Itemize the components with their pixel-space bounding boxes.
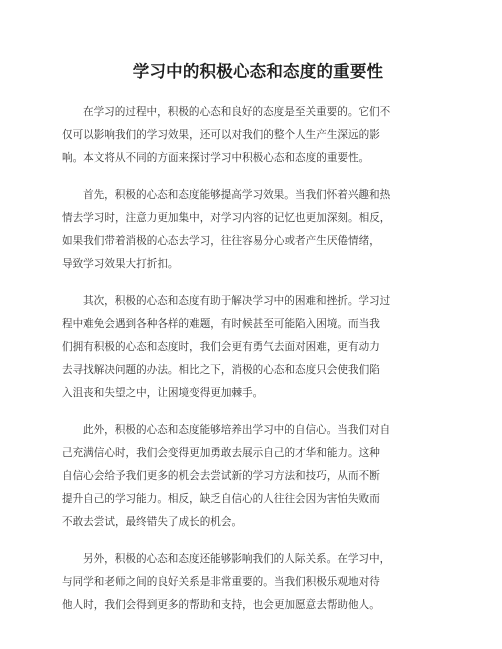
paragraph-line: 此外，积极的心态和态度能够培养出学习中的自信心。当我们对自 [83, 424, 391, 436]
paragraph-line: 程中难免会遇到各种各样的难题，有时候甚至可能陷入困境。而当我 [62, 318, 380, 330]
paragraph-line: 首先，积极的心态和态度能够提高学习效果。当我们怀着兴趣和热 [83, 189, 391, 201]
paragraph-third [62, 419, 454, 534]
paragraph-line: 们拥有积极的心态和态度时，我们会更有勇气去面对困难，更有动力 [62, 341, 380, 353]
paragraph-intro [62, 101, 454, 170]
paragraph-line: 不敢去尝试，最终错失了成长的机会。 [62, 516, 243, 528]
paragraph-first [62, 184, 454, 276]
paragraph-line: 自信心会给予我们更多的机会去尝试新的学习方法和技巧，从而不断 [62, 470, 380, 482]
paragraph-line: 导致学习效果大打折扣。 [62, 258, 179, 270]
paragraph-line: 入沮丧和失望之中，让困境变得更加棘手。 [62, 387, 264, 399]
paragraph-line: 情去学习时，注意力更加集中，对学习内容的记忆也更加深刻。相反， [62, 212, 391, 224]
paragraph-line: 提升自己的学习能力。相反，缺乏自信心的人往往会因为害怕失败而 [62, 493, 380, 505]
paragraph-line: 另外，积极的心态和态度还能够影响我们的人际关系。在学习中， [83, 553, 391, 565]
paragraph-fourth [62, 548, 454, 617]
document-title: 学习中的积极心态和态度的重要性 [132, 62, 384, 81]
paragraph-line: 己充满信心时，我们会变得更加勇敢去展示自己的才华和能力。这种 [62, 447, 380, 459]
paragraph-line: 与同学和老师之间的良好关系是非常重要的。当我们积极乐观地对待 [62, 576, 380, 588]
paragraph-line: 其次，积极的心态和态度有助于解决学习中的困难和挫折。学习过 [83, 295, 391, 307]
paragraph-line: 响。本文将从不同的方面来探讨学习中积极心态和态度的重要性。 [62, 152, 370, 164]
paragraph-line: 去寻找解决问题的办法。相比之下，消极的心态和态度只会使我们陷 [62, 364, 380, 376]
paragraph-line: 在学习的过程中，积极的心态和良好的态度是至关重要的。它们不 [83, 106, 391, 118]
paragraph-line: 如果我们带着消极的心态去学习，往往容易分心或者产生厌倦情绪， [62, 235, 380, 247]
paragraph-line: 他人时，我们会得到更多的帮助和支持，也会更加愿意去帮助他人。 [62, 599, 380, 611]
paragraph-second [62, 290, 454, 405]
paragraph-line: 仅可以影响我们的学习效果，还可以对我们的整个人生产生深远的影 [62, 129, 380, 141]
